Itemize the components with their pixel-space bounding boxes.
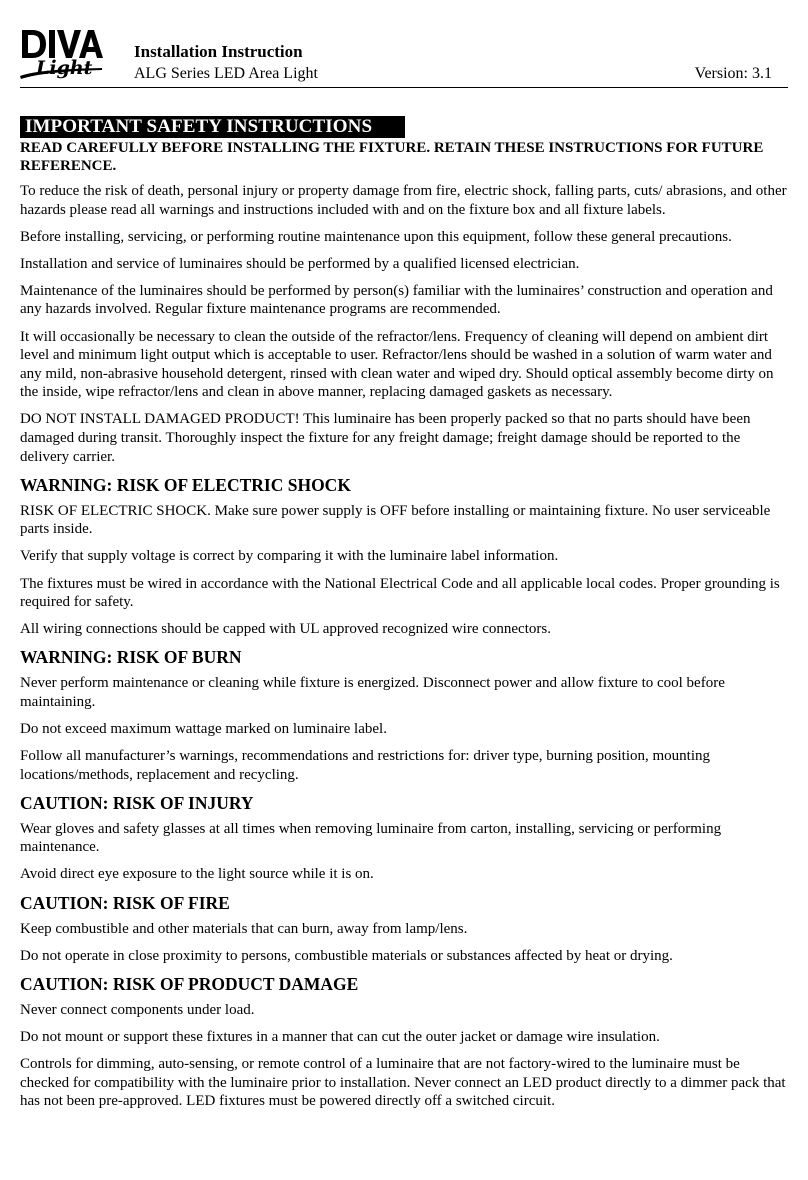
paragraph: Keep combustible and other materials that can burn, away from lamp/lens. [20,920,468,937]
diva-light-logo-graphic [20,24,104,84]
document-version: Version: 3.1 [694,65,772,82]
paragraph: Follow all manufacturer’s warnings, recommendations and restrictions for: driver type, burning position, mounting locations/methods, replacement and recycling. [20,748,710,783]
section-fire [20,893,790,966]
paragraph: The fixtures must be wired in accordance with the National Electrical Code and all applicable local codes. Proper grounding is required for safety. [20,575,780,611]
paragraph: To reduce the risk of death, personal injury or property damage from fire, electric shock, falling parts, cuts/ abrasions, and other hazards please read all warnings and instructions included with and on the fixture box and all fixture labels. [20,183,787,218]
section-heading: CAUTION: RISK OF FIRE [20,892,230,913]
section-electric-shock [20,475,790,639]
paragraph: Never connect components under load. [20,1001,255,1018]
paragraph: RISK OF ELECTRIC SHOCK. Make sure power supply is OFF before installing or maintaining fixture. No user serviceable parts inside. [20,502,771,538]
general-precautions [20,182,790,466]
intro-notice: READ CAREFULLY BEFORE INSTALLING THE FIXTURE. RETAIN THESE INSTRUCTIONS FOR FUTURE REFERENCE. [20,140,764,174]
paragraph: Do not mount or support these fixtures in a manner that can cut the outer jacket or damage wire insulation. [20,1028,660,1045]
paragraph: Maintenance of the luminaires should be performed by person(s) familiar with the luminaires’ construction and operation and any hazards involved. Regular fixture maintenance programs are recommended. [20,282,773,318]
paragraph: Installation and service of luminaires should be performed by a qualified licensed electrician. [20,255,580,272]
section-burn [20,647,790,784]
section-heading: WARNING: RISK OF BURN [20,647,242,668]
page-header [0,0,808,90]
document-subtitle: ALG Series LED Area Light [134,65,318,82]
paragraph: Do not exceed maximum wattage marked on luminaire label. [20,720,387,737]
paragraph: Do not operate in close proximity to persons, combustible materials or substances affected by heat or drying. [20,947,673,964]
section-heading: CAUTION: RISK OF INJURY [20,792,254,813]
paragraph: Controls for dimming, auto-sensing, or remote control of a luminaire that are not factory-wired to the luminaire must be checked for compatibility with the luminaire prior to installation. Never connect an LED product directly to a dimmer pack that has not been pre-approved. LED fixtures must be powered directly off a switched circuit. [20,1055,786,1110]
document-title: Installation Instruction [134,42,303,61]
paragraph: All wiring connections should be capped with UL approved recognized wire connectors. [20,621,551,638]
diva-light-logo [20,24,104,84]
section-heading: CAUTION: RISK OF PRODUCT DAMAGE [20,973,359,994]
svg-text:Light: Light [36,57,93,79]
safety-banner: IMPORTANT SAFETY INSTRUCTIONS [20,116,405,138]
paragraph: Never perform maintenance or cleaning while fixture is energized. Disconnect power and allow fixture to cool before maintaining. [20,675,725,710]
header-divider [20,87,788,88]
paragraph: DO NOT INSTALL DAMAGED PRODUCT! This luminaire has been properly packed so that no parts should have been damaged during transit. Thoroughly inspect the fixture for any freight damage; freight damage should be reported to the delivery carrier. [20,411,751,465]
paragraph: Before installing, servicing, or performing routine maintenance upon this equipment, follow these general precautions. [20,228,732,245]
section-product-damage [20,974,790,1111]
paragraph: Verify that supply voltage is correct by comparing it with the luminaire label information. [20,548,559,565]
paragraph: Avoid direct eye exposure to the light source while it is on. [20,866,374,883]
paragraph: It will occasionally be necessary to clean the outside of the refractor/lens. Frequency of cleaning will depend on ambient dirt level and minimum light output which is acceptable to user. Refractor/lens should be washed in a solution of warm water and any mild, non-abrasive household detergent, rinsed with clean water and wiped dry. Should optical assembly become dirty on the inside, wipe refractor/lens and clean in above manner, replacing damaged gaskets as necessary. [20,328,774,401]
section-injury [20,793,790,884]
section-heading: WARNING: RISK OF ELECTRIC SHOCK [20,474,351,495]
document-body [20,116,790,1119]
paragraph: Wear gloves and safety glasses at all times when removing luminaire from carton, installing, servicing or performing maintenance. [20,820,722,856]
